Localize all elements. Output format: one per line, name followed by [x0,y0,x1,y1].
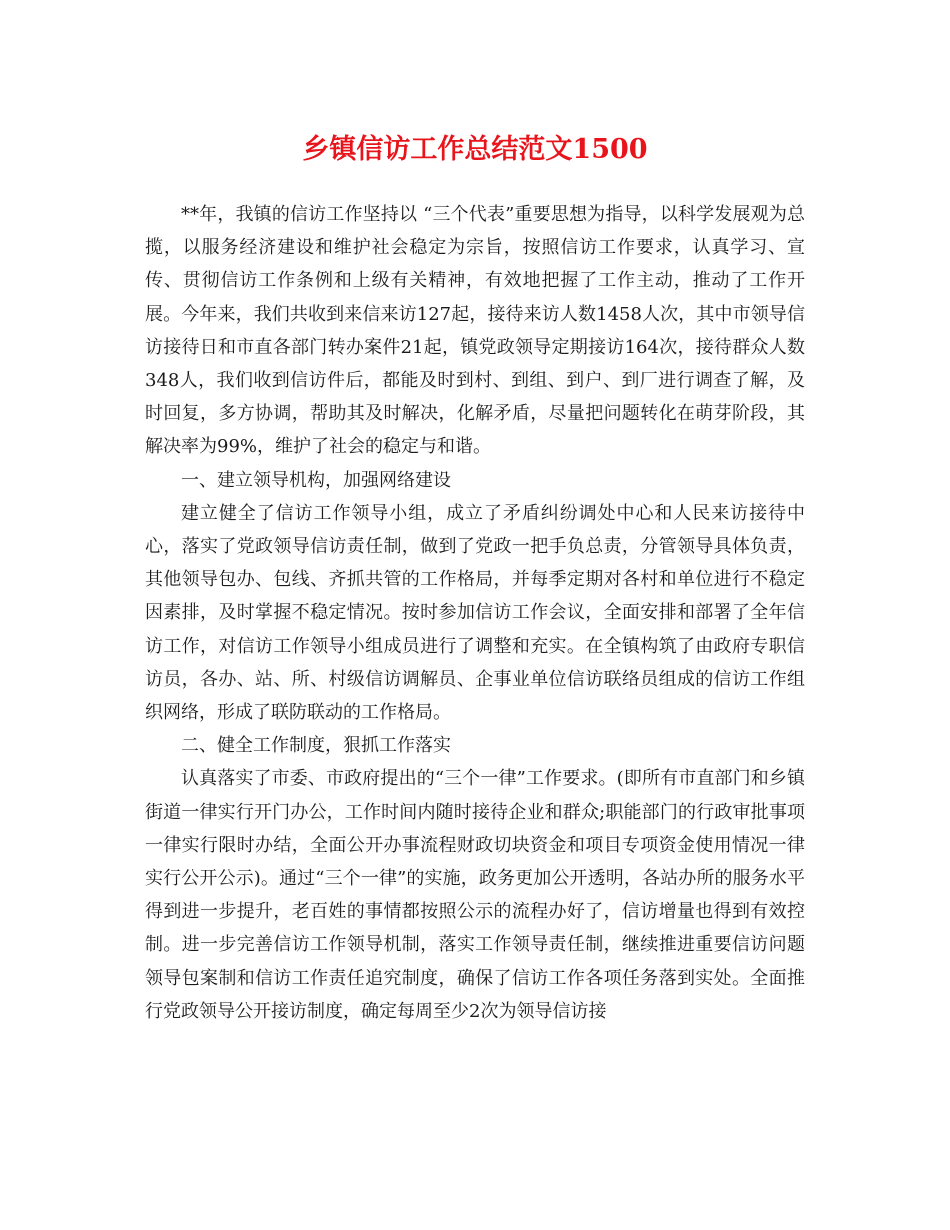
document-body [145,198,805,1028]
section-heading-1: 一、建立领导机构，加强网络建设 [181,469,451,491]
paragraph-intro: **年，我镇的信访工作坚持以 “三个代表”重要思想为指导，以科学发展观为总揽，以服务经济建设和维护社会稳定为宗旨，按照信访工作要求，认真学习、宣传、贯彻信访工作条例和上级有关精神，有效地把握了工作主动，推动了工作开展。今年来，我们共收到来信来访127起，接待来访人数1458人次，其中市领导信访接待日和市直各部门转办案件21起，镇党政领导定期接访164次，接待群众人数348人，我们收到信访件后，都能及时到村、到组、到户、到厂进行调查了解，及时回复，多方协调，帮助其及时解决，化解矛盾，尽量把问题转化在萌芽阶段，其解决率为99%，维护了社会的稳定与和谐。 [145,204,805,458]
paragraph-section-1: 建立健全了信访工作领导小组，成立了矛盾纠纷调处中心和人民来访接待中心，落实了党政领导信访责任制，做到了党政一把手负总责，分管领导具体负责，其他领导包办、包线、齐抓共管的工作格局，并每季定期对各村和单位进行不稳定因素排，及时掌握不稳定情况。按时参加信访工作会议，全面安排和部署了全年信访工作，对信访工作领导小组成员进行了调整和充实。在全镇构筑了由政府专职信访员，各办、站、所、村级信访调解员、企事业单位信访联络员组成的信访工作组织网络，形成了联防联动的工作格局。 [145,502,805,724]
paragraph-section-2: 认真落实了市委、市政府提出的“三个一律”工作要求。(即所有市直部门和乡镇街道一律实行开门办公，工作时间内随时接待企业和群众;职能部门的行政审批事项一律实行限时办结，全面公开办事流程财政切块资金和项目专项资金使用情况一律实行公开公示)。通过“三个一律”的实施，政务更加公开透明，各站办所的服务水平得到进一步提升，老百姓的事情都按照公示的流程办好了，信访增量也得到有效控制。进一步完善信访工作领导机制，落实工作领导责任制，继续推进重要信访问题领导包案制和信访工作责任追究制度，确保了信访工作各项任务落到实处。全面推行党政领导公开接访制度，确定每周至少2次为领导信访接 [145,768,805,1022]
section-heading-2: 二、健全工作制度，狠抓工作落实 [181,735,451,757]
document-title: 乡镇信访工作总结范文1500 [302,134,648,165]
